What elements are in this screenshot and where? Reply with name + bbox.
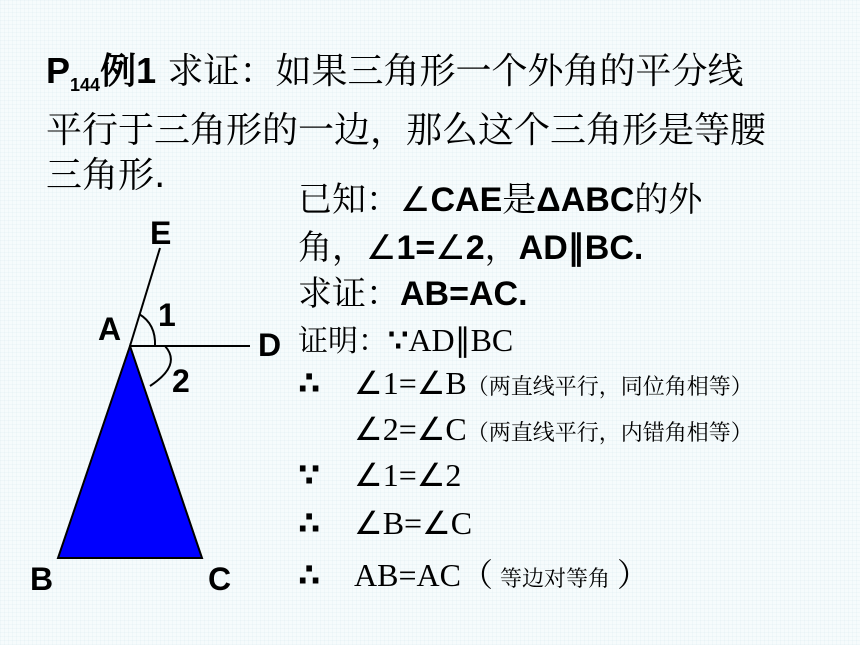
proof-step-2: ∠2=∠C（两直线平行，内错角相等）: [354, 411, 753, 447]
given-line-1: 已知：∠CAE是ΔABC的外: [298, 180, 703, 220]
label-a: A: [98, 311, 122, 347]
given-line-2: 角，∠1=∠2，AD∥BC.: [298, 228, 644, 268]
angle-2-arc: [150, 346, 171, 386]
proof-step-3: ∵ ∠1=∠2: [298, 456, 462, 494]
proof-step-5: ∴ AB=AC（ 等边对等角 ）: [298, 556, 649, 594]
ray-ae: [130, 248, 160, 346]
label-c: C: [208, 561, 232, 597]
title-line-1: $P_{144}$例1 求证：如果三角形一个外角的平分线: [46, 50, 744, 95]
proof-header: 证明：∵AD∥BC: [298, 322, 514, 359]
title-line-2: 平行于三角形的一边，那么这个三角形是等腰: [46, 110, 767, 151]
label-e: E: [150, 215, 172, 251]
proof-step-1: ∴ ∠1=∠B（两直线平行，同位角相等）: [298, 364, 753, 402]
proof-step-4: ∴ ∠B=∠C: [298, 504, 473, 542]
label-angle-2: 2: [172, 363, 190, 399]
title-line-3: 三角形.: [46, 155, 166, 196]
label-b: B: [30, 561, 54, 597]
prove-line: 求证：AB=AC.: [298, 274, 528, 314]
angle-1-arc: [139, 314, 155, 346]
label-angle-1: 1: [158, 297, 176, 333]
label-d: D: [258, 327, 282, 363]
